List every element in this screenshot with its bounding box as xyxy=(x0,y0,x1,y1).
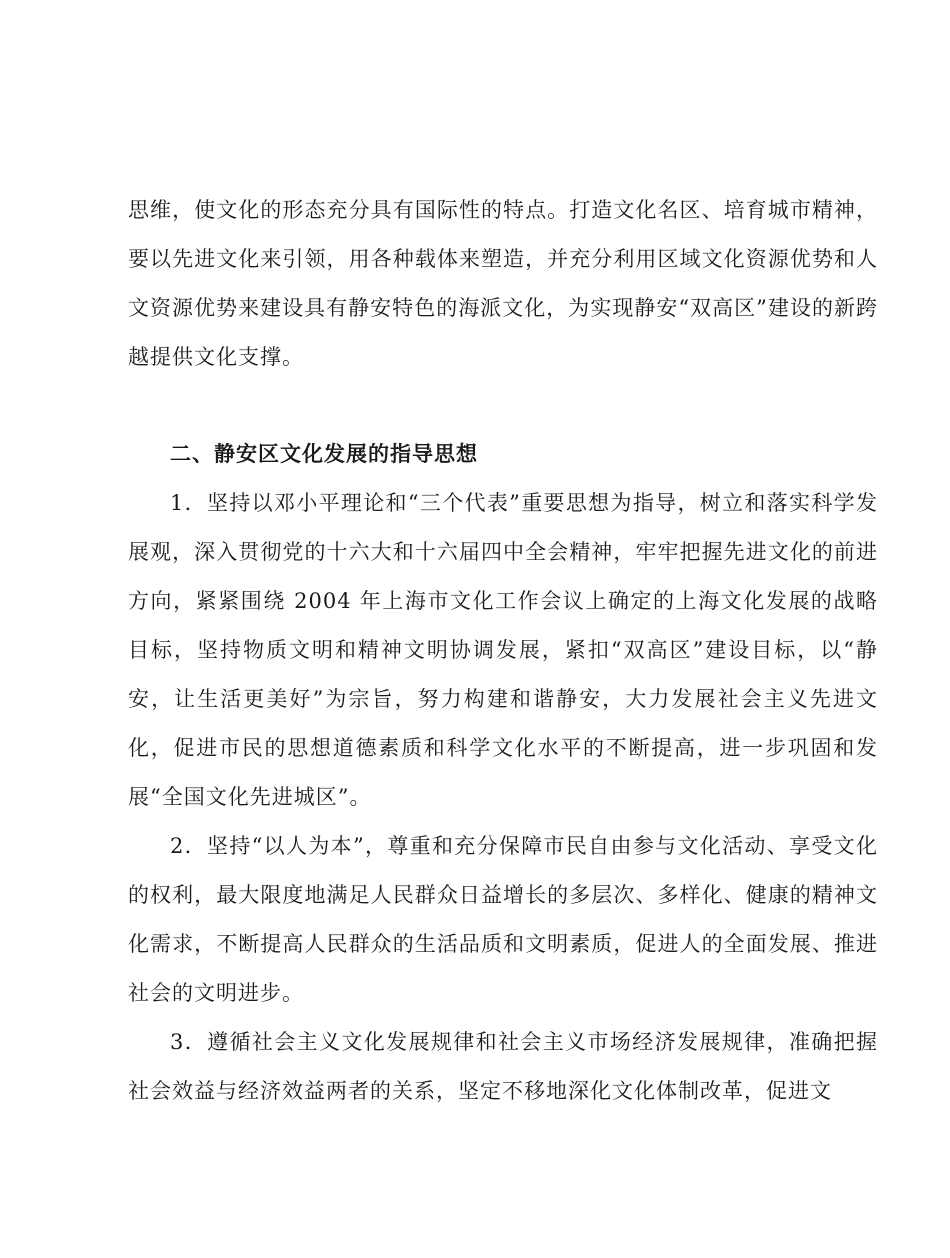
document-body xyxy=(128,186,878,1116)
item-2-paragraph: 2．坚持“以人为本”，尊重和充分保障市民自由参与文化活动、享受文化的权利，最大限度地满足人民群众日益增长的多层次、多样化、健康的精神文化需求，不断提高人民群众的生活品质和文明素质，促进人的全面发展、推进社会的文明进步。 xyxy=(128,834,878,1005)
section-heading: 二、静安区文化发展的指导思想 xyxy=(170,442,478,466)
item-3-paragraph: 3．遵循社会主义文化发展规律和社会主义市场经济发展规律，准确把握社会效益与经济效益两者的关系，坚定不移地深化文化体制改革，促进文 xyxy=(128,1030,878,1103)
paragraph-continuation: 思维，使文化的形态充分具有国际性的特点。打造文化名区、培育城市精神，要以先进文化来引领，用各种载体来塑造，并充分利用区域文化资源优势和人文资源优势来建设具有静安特色的海派文化，为实现静安“双高区”建设的新跨越提供文化支撑。 xyxy=(128,198,878,369)
item-1-paragraph: 1．坚持以邓小平理论和“三个代表”重要思想为指导，树立和落实科学发展观，深入贯彻党的十六大和十六届四中全会精神，牢牢把握先进文化的前进方向，紧紧围绕 2004 年上海市文化工作会议上确定的上海文化发展的战略目标，坚持物质文明和精神文明协调发展，紧扣“双高区”建设目标，以“静安，让生活更美好”为宗旨，努力构建和谐静安，大力发展社会主义先进文化，促进市民的思想道德素质和科学文化水平的不断提高，进一步巩固和发展“全国文化先进城区”。 xyxy=(128,491,878,809)
